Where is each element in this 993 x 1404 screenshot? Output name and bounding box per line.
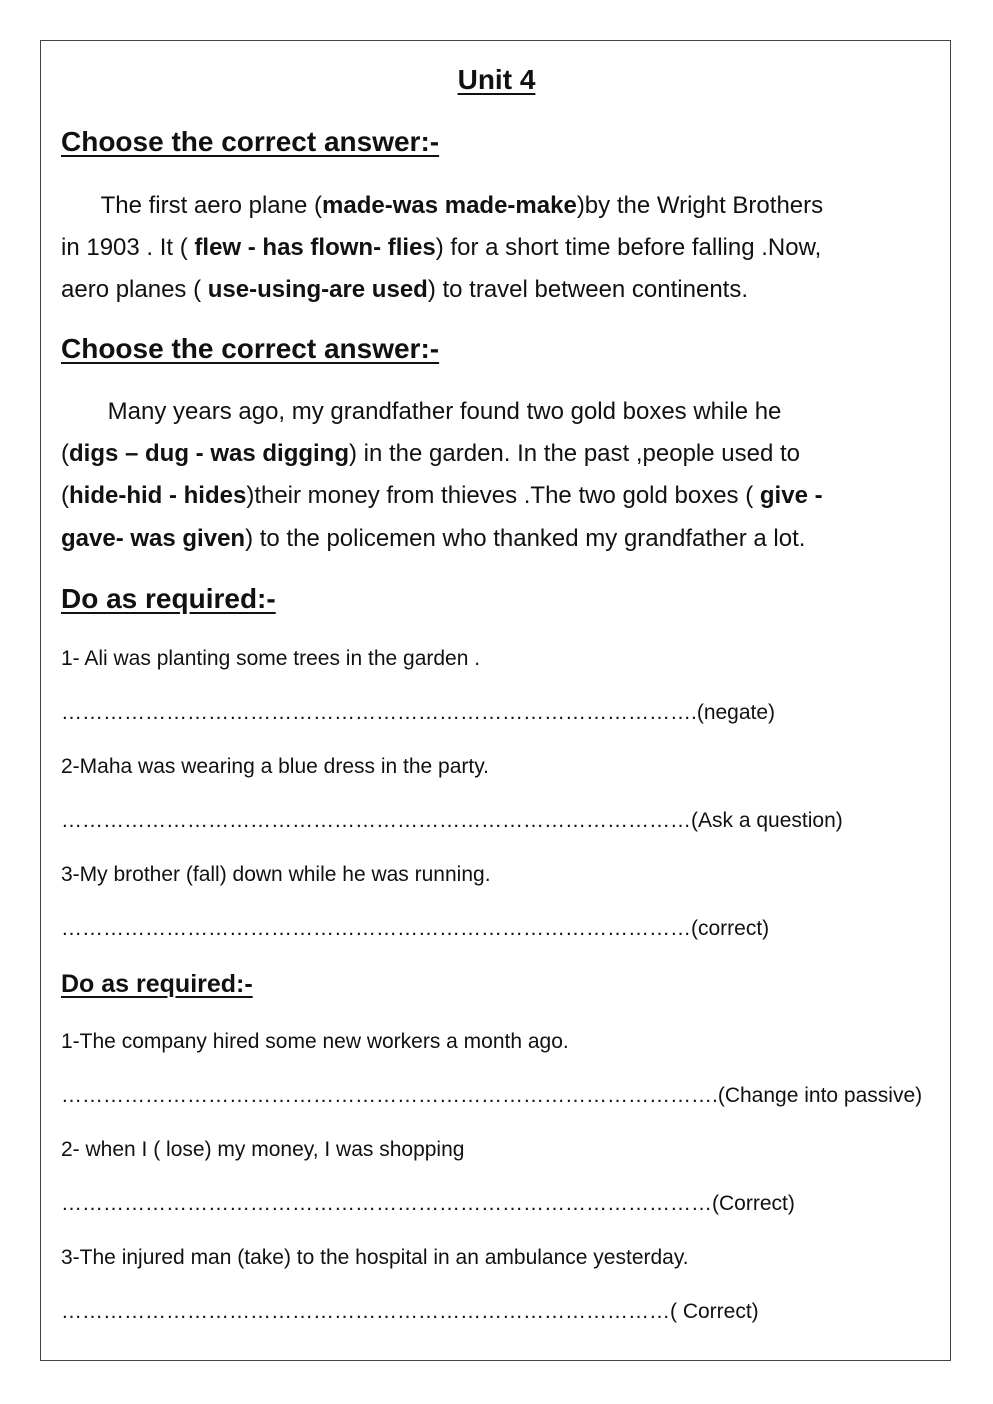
text-run: ( [61,440,69,467]
section-2-line-1 [61,396,781,428]
section-2-line-3 [61,480,823,512]
answer-blank[interactable]: ………………………………………………………………………………(correct) [61,917,770,940]
answer-choices[interactable]: give - [759,482,823,509]
text-run: ) in the garden. In the past ,people used to [349,440,800,467]
text-run: in 1903 . It ( [61,234,195,261]
text-run: )their money from thieves .The two gold boxes ( [246,482,760,509]
answer-choices[interactable]: gave- was given [61,525,246,552]
text-run: ( [61,482,69,509]
text-run: The first aero plane ( [61,192,323,219]
section-2-line-4 [61,523,805,555]
section-2-heading: Choose the correct answer:- [61,333,440,364]
answer-choices[interactable]: hide-hid - hides [69,482,247,509]
text-run: ) to the policemen who thanked my grandfather a lot. [245,525,806,552]
text-run: ) to travel between continents. [427,276,749,303]
answer-blank[interactable]: …………………………………………………………………………………(Correct) [61,1192,795,1215]
question-item: 3-The injured man (take) to the hospital in an ambulance yesterday. [61,1246,689,1269]
answer-choices[interactable]: flew - has flown- flies [194,234,436,261]
page-title: Unit 4 [457,64,536,95]
answer-blank[interactable]: ……………………………………………………………………………( Correct) [61,1300,759,1323]
answer-blank[interactable]: ………………………………………………………………………………….(Change into passive) [61,1084,923,1107]
section-1-heading: Choose the correct answer:- [61,126,440,157]
question-item: 2- when I ( lose) my money, I was shopping [61,1138,465,1161]
section-4-heading: Do as required:- [61,970,253,998]
answer-blank[interactable]: ………………………………………………………………………………(Ask a question) [61,809,843,832]
answer-choices[interactable]: digs – dug - was digging [69,440,349,467]
section-1-line-2 [61,232,821,264]
section-2-line-2 [61,438,800,470]
question-item: 3-My brother (fall) down while he was running. [61,863,491,886]
text-run: )by the Wright Brothers [576,192,824,219]
text-run: Many years ago, my grandfather found two gold boxes while he [61,398,782,425]
answer-blank[interactable]: ……………………………………………………………………………….(negate) [61,701,776,724]
section-1-line-3 [61,274,748,306]
text-run: ) for a short time before falling .Now, [435,234,822,261]
question-item: 1- Ali was planting some trees in the garden . [61,647,481,670]
text-run: aero planes ( [61,276,208,303]
section-3-heading: Do as required:- [61,583,276,614]
answer-choices[interactable]: made-was made-make [322,192,577,219]
question-item: 2-Maha was wearing a blue dress in the party. [61,755,489,778]
answer-choices[interactable]: use-using-are used [207,276,428,303]
question-item: 1-The company hired some new workers a month ago. [61,1030,569,1053]
section-1-line-1 [61,190,823,222]
